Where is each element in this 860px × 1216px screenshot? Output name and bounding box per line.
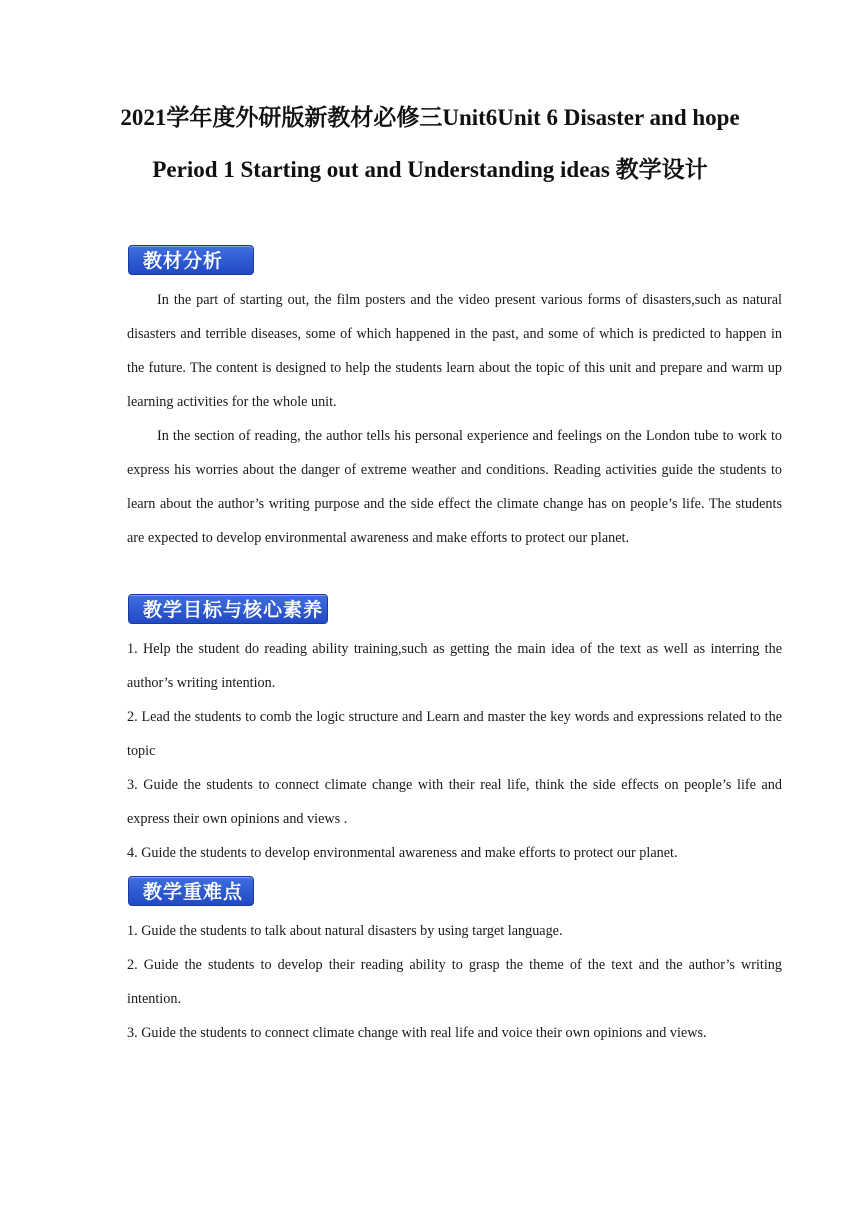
key-point-item-1: 1. Guide the students to talk about natural disasters by using target language. <box>127 923 563 939</box>
analysis-paragraph-2: In the section of reading, the author tells his personal experience and feelings on the London tube to work to express his worries about the danger of extreme weather and conditions. Reading activities guide the students to learn about the author’s writing purpose and the side effect the climate change has on people’s life. The students are expected to develop environmental awareness and make efforts to protect our planet. <box>127 428 782 546</box>
document-title-line-1: 2021学年度外研版新教材必修三Unit6Unit 6 Disaster and hope <box>120 105 740 130</box>
objective-item-2: 2. Lead the students to comb the logic structure and Learn and master the key words and expressions related to the topic <box>127 709 782 759</box>
section-heading-key-points: 教学重难点 <box>128 876 254 906</box>
analysis-paragraph-1: In the part of starting out, the film posters and the video present various forms of disasters,such as natural disasters and terrible diseases, some of which happened in the past, and some of which is predicted to happen in the future. The content is designed to help the students learn about the topic of this unit and prepare and warm up learning activities for the whole unit. <box>127 292 782 410</box>
objective-item-4: 4. Guide the students to develop environmental awareness and make efforts to protect our planet. <box>127 845 678 861</box>
section-heading-analysis: 教材分析 <box>128 245 254 275</box>
section-heading-objectives: 教学目标与核心素养 <box>128 594 328 624</box>
objective-item-1: 1. Help the student do reading ability training,such as getting the main idea of the text as well as interring the author’s writing intention. <box>127 641 782 691</box>
objective-item-3: 3. Guide the students to connect climate change with their real life, think the side effects on people’s life and express their own opinions and views . <box>127 777 782 827</box>
key-point-item-2: 2. Guide the students to develop their reading ability to grasp the theme of the text and the author’s writing intention. <box>127 957 782 1007</box>
document-title-line-2: Period 1 Starting out and Understanding ideas 教学设计 <box>152 157 708 182</box>
key-point-item-3: 3. Guide the students to connect climate change with real life and voice their own opinions and views. <box>127 1025 707 1041</box>
